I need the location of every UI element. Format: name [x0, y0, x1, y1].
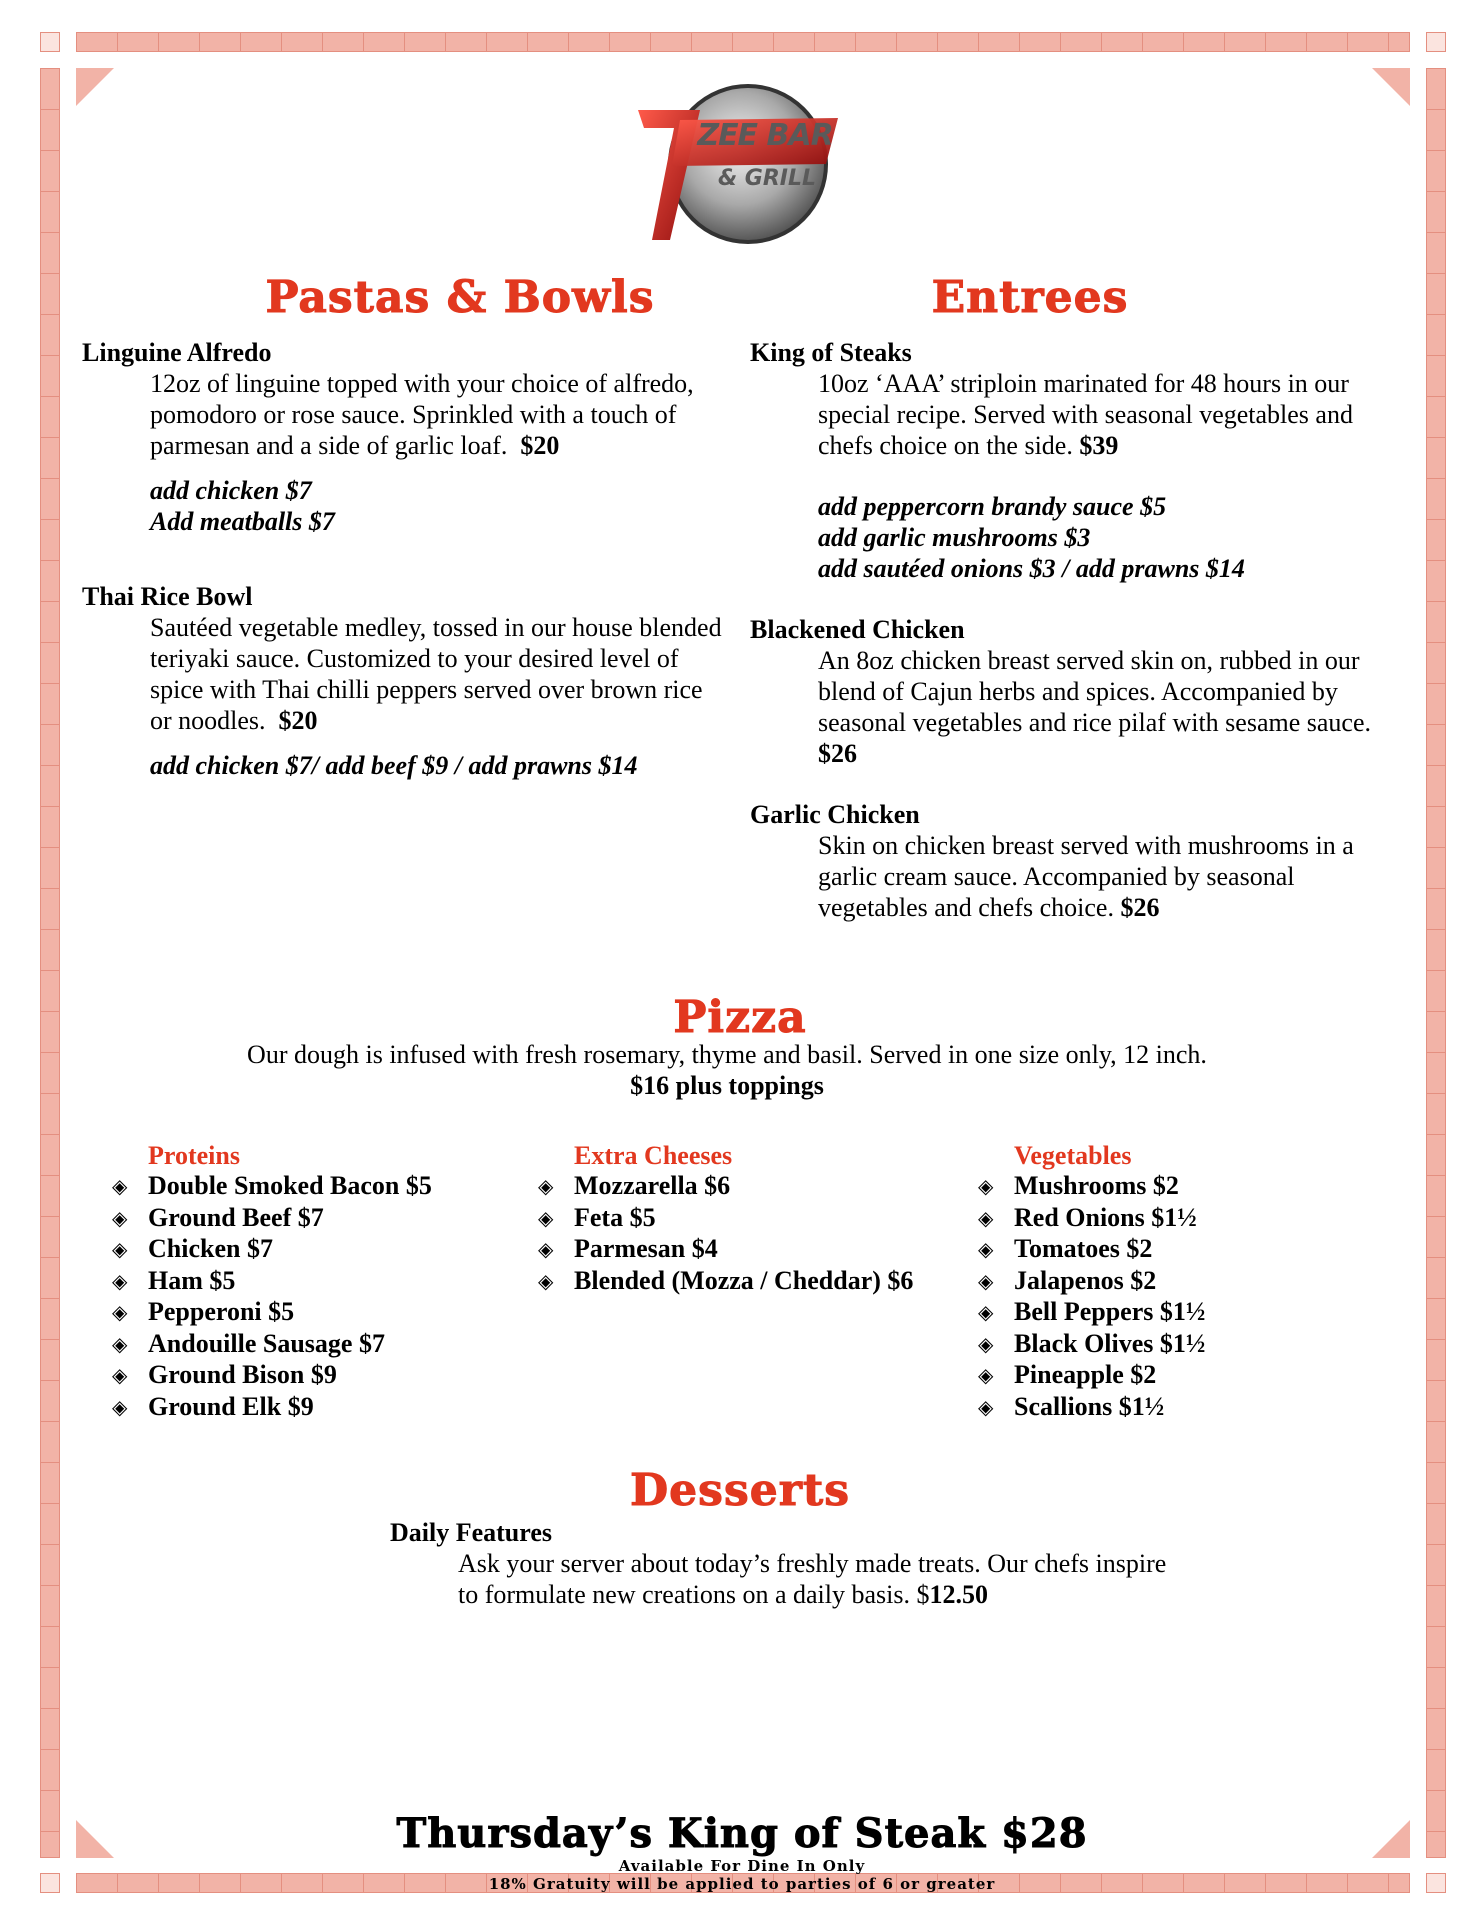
topping-item: ◈ Blended (Mozza / Cheddar) $6 — [538, 1266, 913, 1298]
topping-item: ◈ Black Olives $1½ — [978, 1329, 1205, 1361]
item-name: Linguine Alfredo — [82, 338, 272, 367]
diamond-bullet-icon: ◈ — [112, 1176, 128, 1198]
item-price: $26 — [1120, 893, 1160, 922]
corner-triangle-top-left — [76, 68, 114, 106]
diamond-bullet-icon: ◈ — [538, 1176, 554, 1198]
menu-item-blackened-chicken — [750, 614, 1410, 769]
diamond-bullet-icon: ◈ — [978, 1396, 994, 1419]
topping-item: ◈ Feta $5 — [538, 1203, 913, 1235]
frame-corner-top-left — [40, 32, 60, 52]
diamond-bullet-icon: ◈ — [978, 1302, 994, 1324]
topping-item: ◈ Ground Elk $9 — [112, 1392, 432, 1424]
item-description: Skin on chicken breast served with mushrooms in a garlic cream sauce. Accompanied by seasonal vegetables and chefs choice. $26 — [818, 831, 1354, 922]
topping-item: ◈ Jalapenos $2 — [978, 1266, 1205, 1298]
diamond-bullet-icon: ◈ — [112, 1365, 128, 1387]
topping-item: ◈ Parmesan $4 — [538, 1234, 913, 1266]
section-title-pizza: Pizza — [673, 992, 807, 1043]
diamond-bullet-icon: ◈ — [538, 1239, 554, 1261]
item-addon: add peppercorn brandy sauce $5 — [818, 492, 1167, 521]
item-addon: Add meatballs $7 — [150, 507, 335, 536]
diamond-bullet-icon: ◈ — [978, 1207, 994, 1230]
toppings-proteins — [112, 1140, 432, 1423]
toppings-vegetables — [978, 1140, 1205, 1423]
diamond-bullet-icon: ◈ — [978, 1270, 994, 1293]
topping-item: ◈ Chicken $7 — [112, 1234, 432, 1266]
diamond-bullet-icon: ◈ — [112, 1239, 128, 1261]
topping-item: ◈ Mozzarella $6 — [538, 1171, 913, 1203]
diamond-bullet-icon: ◈ — [112, 1333, 128, 1356]
topping-category-title: Vegetables — [1014, 1141, 1132, 1170]
pizza-base-price: $16 plus toppings — [630, 1071, 824, 1100]
restaurant-logo — [630, 80, 860, 250]
topping-item: ◈ Andouille Sausage $7 — [112, 1329, 432, 1361]
frame-top-border — [76, 32, 1410, 52]
item-name: Thai Rice Bowl — [82, 582, 253, 611]
diamond-bullet-icon: ◈ — [538, 1207, 554, 1230]
diamond-bullet-icon: ◈ — [112, 1302, 128, 1324]
menu-item-daily-features — [390, 1517, 1190, 1610]
thursday-special: Thursday’s King of Steak $28 — [396, 1810, 1088, 1857]
section-title-entrees: Entrees — [931, 272, 1129, 323]
item-name: Blackened Chicken — [750, 615, 965, 644]
logo-text-bottom: & GRILL — [717, 166, 817, 191]
item-addon: add chicken $7/ add beef $9 / add prawns $14 — [150, 751, 638, 780]
section-title-pastas: Pastas & Bowls — [265, 272, 655, 323]
diamond-bullet-icon: ◈ — [112, 1270, 128, 1293]
topping-item: ◈ Ham $5 — [112, 1266, 432, 1298]
dine-in-notice: Available For Dine In Only — [618, 1857, 866, 1875]
item-addon: add garlic mushrooms $3 — [818, 523, 1091, 552]
item-description: Sautéed vegetable medley, tossed in our house blended teriyaki sauce. Customized to your desired level of spice with Thai chilli peppers served over brown rice or noodles. $20 — [150, 613, 722, 735]
menu-item-garlic-chicken — [750, 799, 1410, 923]
topping-category-title: Proteins — [148, 1141, 240, 1170]
topping-item: ◈ Pineapple $2 — [978, 1360, 1205, 1392]
item-addon: add sautéed onions $3 / add prawns $14 — [818, 554, 1245, 583]
topping-item: ◈ Ground Bison $9 — [112, 1360, 432, 1392]
item-description: Ask your server about today’s freshly made treats. Our chefs inspire to formulate new creations on a daily basis. $12.50 — [458, 1549, 1167, 1609]
topping-item: ◈ Red Onions $1½ — [978, 1203, 1205, 1235]
topping-category-title: Extra Cheeses — [574, 1141, 733, 1170]
menu-item-thai-bowl — [82, 581, 722, 781]
topping-item: ◈ Bell Peppers $1½ — [978, 1297, 1205, 1329]
item-price: $26 — [818, 739, 857, 768]
diamond-bullet-icon: ◈ — [112, 1207, 128, 1230]
item-name: Garlic Chicken — [750, 800, 920, 829]
section-title-desserts: Desserts — [630, 1465, 850, 1516]
item-description: 12oz of linguine topped with your choice of alfredo, pomodoro or rose sauce. Sprinkled with a touch of parmesan and a side of garlic loaf. $20 — [150, 369, 694, 460]
pastas-column — [82, 337, 722, 781]
diamond-bullet-icon: ◈ — [978, 1239, 994, 1261]
topping-item: ◈ Pepperoni $5 — [112, 1297, 432, 1329]
toppings-cheeses — [538, 1140, 913, 1297]
item-description: 10oz ‘AAA’ striploin marinated for 48 hours in our special recipe. Served with seasonal vegetables and chefs choice on the side. $39 — [818, 369, 1353, 460]
frame-corner-top-right — [1426, 32, 1446, 52]
item-price: $20 — [278, 706, 318, 735]
gratuity-notice: 18% Gratuity will be applied to parties of 6 or greater — [488, 1875, 996, 1893]
item-addon: add chicken $7 — [150, 476, 312, 505]
frame-right-border — [1426, 68, 1446, 1858]
item-name: King of Steaks — [750, 338, 912, 367]
topping-item: ◈ Ground Beef $7 — [112, 1203, 432, 1235]
item-price: 12.50 — [929, 1580, 988, 1609]
item-name: Daily Features — [390, 1518, 552, 1547]
frame-left-border — [40, 68, 60, 1858]
logo-text-top: ZEE BAR — [697, 118, 833, 153]
topping-item: ◈ Scallions $1½ — [978, 1392, 1205, 1424]
item-price: $20 — [520, 431, 560, 460]
topping-item: ◈ Tomatoes $2 — [978, 1234, 1205, 1266]
diamond-bullet-icon: ◈ — [538, 1270, 554, 1293]
diamond-bullet-icon: ◈ — [978, 1365, 994, 1387]
menu-item-linguine — [82, 337, 722, 537]
diamond-bullet-icon: ◈ — [978, 1333, 994, 1356]
corner-triangle-top-right — [1372, 68, 1410, 106]
pizza-intro-text: Our dough is infused with fresh rosemary, thyme and basil. Served in one size only, 12 inch. — [247, 1040, 1207, 1069]
item-price: $39 — [1079, 431, 1119, 460]
topping-item: ◈ Mushrooms $2 — [978, 1171, 1205, 1203]
menu-item-king-of-steaks — [750, 337, 1410, 584]
item-description: An 8oz chicken breast served skin on, rubbed in our blend of Cajun herbs and spices. Accompanied by seasonal vegetables and rice pilaf with sesame sauce. $26 — [818, 646, 1371, 768]
diamond-bullet-icon: ◈ — [978, 1176, 994, 1198]
topping-item: ◈ Double Smoked Bacon $5 — [112, 1171, 432, 1203]
diamond-bullet-icon: ◈ — [112, 1396, 128, 1419]
pizza-intro — [0, 1039, 1484, 1101]
entrees-column — [750, 337, 1410, 923]
